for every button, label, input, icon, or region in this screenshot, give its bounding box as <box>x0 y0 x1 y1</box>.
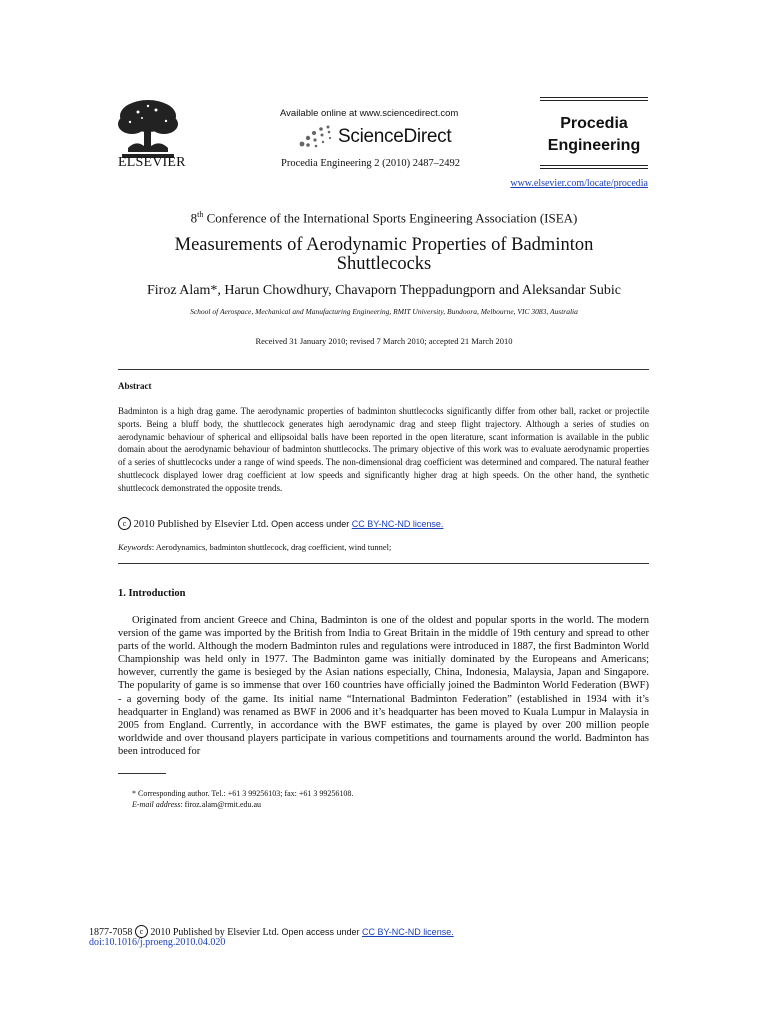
open-access-text: Open access under <box>268 519 352 529</box>
abstract-heading: Abstract <box>118 381 152 391</box>
copyright-icon: c <box>118 517 131 530</box>
email-address: : firoz.alam@rmit.edu.au <box>180 800 262 809</box>
journal-title-line2: Engineering <box>547 137 641 154</box>
footer-copyright-icon: c <box>135 925 148 938</box>
footer-doi-link[interactable]: doi:10.1016/j.proeng.2010.04.020 <box>89 937 226 948</box>
license-link[interactable]: CC BY-NC-ND license. <box>351 519 444 529</box>
conference-ordinal: 8 <box>190 210 198 226</box>
journal-reference: Procedia Engineering 2 (2010) 2487–2492 <box>281 158 461 169</box>
sciencedirect-logo-text: ScienceDirect <box>338 126 452 147</box>
affiliation: School of Aerospace, Mechanical and Manufacturing Engineering, RMIT University, Bundoora, Melbourne, VIC 3083, Australia <box>190 307 578 316</box>
journal-title-line1: Procedia <box>560 115 628 132</box>
author-list: Firoz Alam*, Harun Chowdhury, Chavaporn Theppadungporn and Aleksandar Subic <box>147 283 621 298</box>
conference-name: Conference of the International Sports Engineering Association (ISEA) <box>203 210 578 226</box>
footnote-divider <box>118 773 166 774</box>
abstract-bottom-divider <box>118 563 649 564</box>
footnote-corresponding-author: * Corresponding author. Tel.: +61 3 99256103; fax: +61 3 99256108. <box>132 789 354 798</box>
footer-issn: 1877-7058 <box>89 927 135 938</box>
conference-ordinal-suffix: th <box>197 210 204 219</box>
publisher-name: ELSEVIER <box>118 155 186 170</box>
abstract-body: Badminton is a high drag game. The aerodynamic properties of badminton shuttlecocks significantly differ from other ball, racket or projectile sports. Being a bluff body, the shuttlecock generates high aerodynamic drag and steep flight trajectory. Although a series of studies on aerodynamic behaviour of spherical and ellipsoidal balls have been reported in the open literature, scant information is available in the public domain about the aerodynamic behaviour of badminton shuttlecocks. The primary objective of this work was to evaluate aerodynamic properties of a series of shuttlecocks under a range of wind speeds. The non-dimensional drag coefficient was determined and compared. The natural feather shuttlecock displayed lower drag coefficient at low speeds and significantly higher drag at high speeds. On the other hand, the synthetic shuttlecock demonstrated the opposite trends. <box>118 406 649 493</box>
abstract-top-divider <box>118 369 649 370</box>
journal-masthead <box>540 97 648 171</box>
copyright-text: 2010 Published by Elsevier Ltd. <box>131 519 269 530</box>
available-online-text: Available online at www.sciencedirect.com <box>280 108 459 119</box>
journal-url-link[interactable]: www.elsevier.com/locate/procedia <box>510 178 648 189</box>
paper-title-line1: Measurements of Aerodynamic Properties of Badminton <box>174 235 594 255</box>
sciencedirect-dots-icon <box>296 124 336 150</box>
email-label: E-mail address <box>132 800 181 809</box>
section-heading-introduction: 1. Introduction <box>118 588 186 599</box>
footnote-email <box>132 800 261 809</box>
footer-copyright-text: 2010 Published by Elsevier Ltd. <box>147 927 279 938</box>
copyright-line <box>118 517 443 530</box>
footer-license-link[interactable]: CC BY-NC-ND license. <box>362 927 454 937</box>
introduction-body: Originated from ancient Greece and China, Badminton is one of the oldest and popular sports in the world. The modern version of the game was imported by the British from India to Great Britain in the middle of 19th century and spread to other parts of the world. Although the modern Badminton rules and regulations were introduced in 1887, the first Badminton World Championship was held only in 1977. The Badminton game was initially dominated by the Europeans and Americans; however, currently the game is besieged by the Asian nations especially, China, Indonesia, Malaysia, Japan and Singapore. The popularity of game is so immense that over 160 countries have officially joined the Badminton World Federation (BWF) - a governing body of the game. Its initial name “International Badminton Federation” (established in 1934 with it’s headquarter in England) was renamed as BWF in 2006 and it’s headquarter has been moved to Kuala Lumpur in Malaysia in 2005 from England. Currently, in accordance with the BWF estimates, the game is played by over 200 million people worldwide and over thousand players participate in various competitions and tournaments around the world. Badminton has been introduced for <box>118 615 649 757</box>
conference-line <box>0 210 768 226</box>
keywords-text: : Aerodynamics, badminton shuttlecock, drag coefficient, wind tunnel; <box>151 542 392 552</box>
journal-title <box>540 113 648 157</box>
received-dates: Received 31 January 2010; revised 7 March 2010; accepted 21 March 2010 <box>255 336 513 346</box>
paper-title <box>0 236 768 274</box>
footer-open-access-text: Open access under <box>278 927 363 937</box>
paper-title-line2: Shuttlecocks <box>336 254 432 274</box>
keywords-label: Keywords <box>118 542 152 552</box>
keywords <box>118 542 391 552</box>
